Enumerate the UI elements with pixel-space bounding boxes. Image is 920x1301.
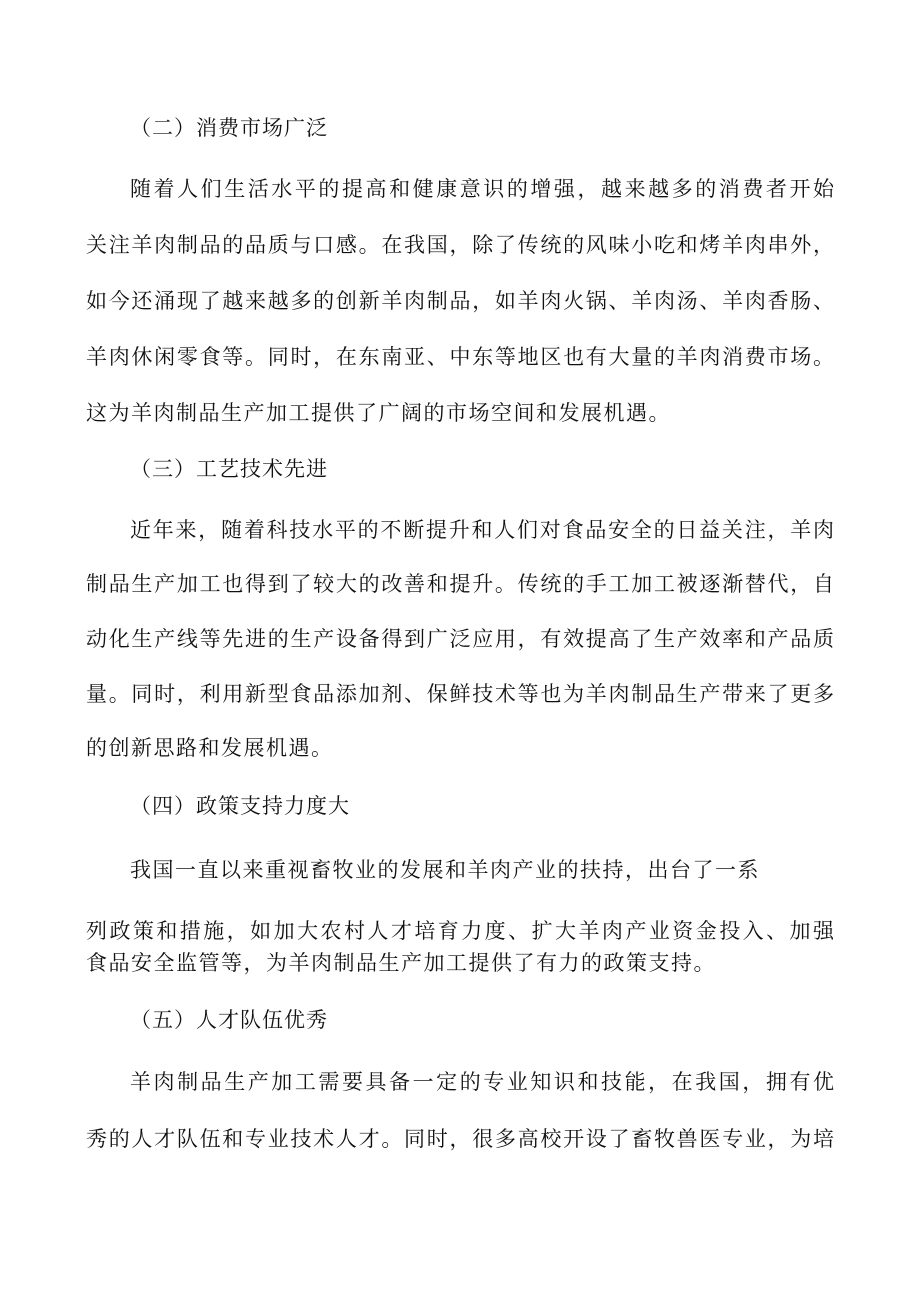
paragraph-line: 动化生产线等先进的生产设备得到广泛应用，有效提高了生产效率和产品质	[86, 627, 834, 651]
paragraph-line: 如今还涌现了越来越多的创新羊肉制品，如羊肉火锅、羊肉汤、羊肉香肠、	[86, 289, 834, 313]
paragraph-line: 列政策和措施，如加大农村人才培育力度、扩大羊肉产业资金投入、加强	[86, 919, 834, 943]
paragraph-line: 制品生产加工也得到了较大的改善和提升。传统的手工加工被逐渐替代，自	[86, 572, 834, 596]
paragraph-line: 羊肉制品生产加工需要具备一定的专业知识和技能，在我国，拥有优	[130, 1070, 834, 1094]
section-heading-5: （五）人才队伍优秀	[130, 1008, 328, 1032]
paragraph-line: 随着人们生活水平的提高和健康意识的增强，越来越多的消费者开始	[130, 177, 834, 201]
paragraph-line: 近年来，随着科技水平的不断提升和人们对食品安全的日益关注，羊肉	[130, 518, 834, 542]
paragraph-line: 这为羊肉制品生产加工提供了广阔的市场空间和发展机遇。	[86, 401, 671, 425]
section-heading-2: （二）消费市场广泛	[130, 116, 328, 140]
paragraph-line: 我国一直以来重视畜牧业的发展和羊肉产业的扶持，出台了一系	[130, 858, 760, 882]
paragraph-line: 的创新思路和发展机遇。	[86, 736, 334, 760]
paragraph-line: 秀的人才队伍和专业技术人才。同时，很多高校开设了畜牧兽医专业，为培	[86, 1127, 834, 1151]
section-heading-3: （三）工艺技术先进	[130, 457, 328, 481]
paragraph-line: 量。同时，利用新型食品添加剂、保鲜技术等也为羊肉制品生产带来了更多	[86, 682, 834, 706]
paragraph-line: 食品安全监管等，为羊肉制品生产加工提供了有力的政策支持。	[86, 951, 716, 975]
paragraph-line: 关注羊肉制品的品质与口感。在我国，除了传统的风味小吃和烤羊肉串外，	[86, 233, 834, 257]
paragraph-line: 羊肉休闲零食等。同时，在东南亚、中东等地区也有大量的羊肉消费市场。	[86, 345, 834, 369]
section-heading-4: （四）政策支持力度大	[130, 794, 350, 818]
